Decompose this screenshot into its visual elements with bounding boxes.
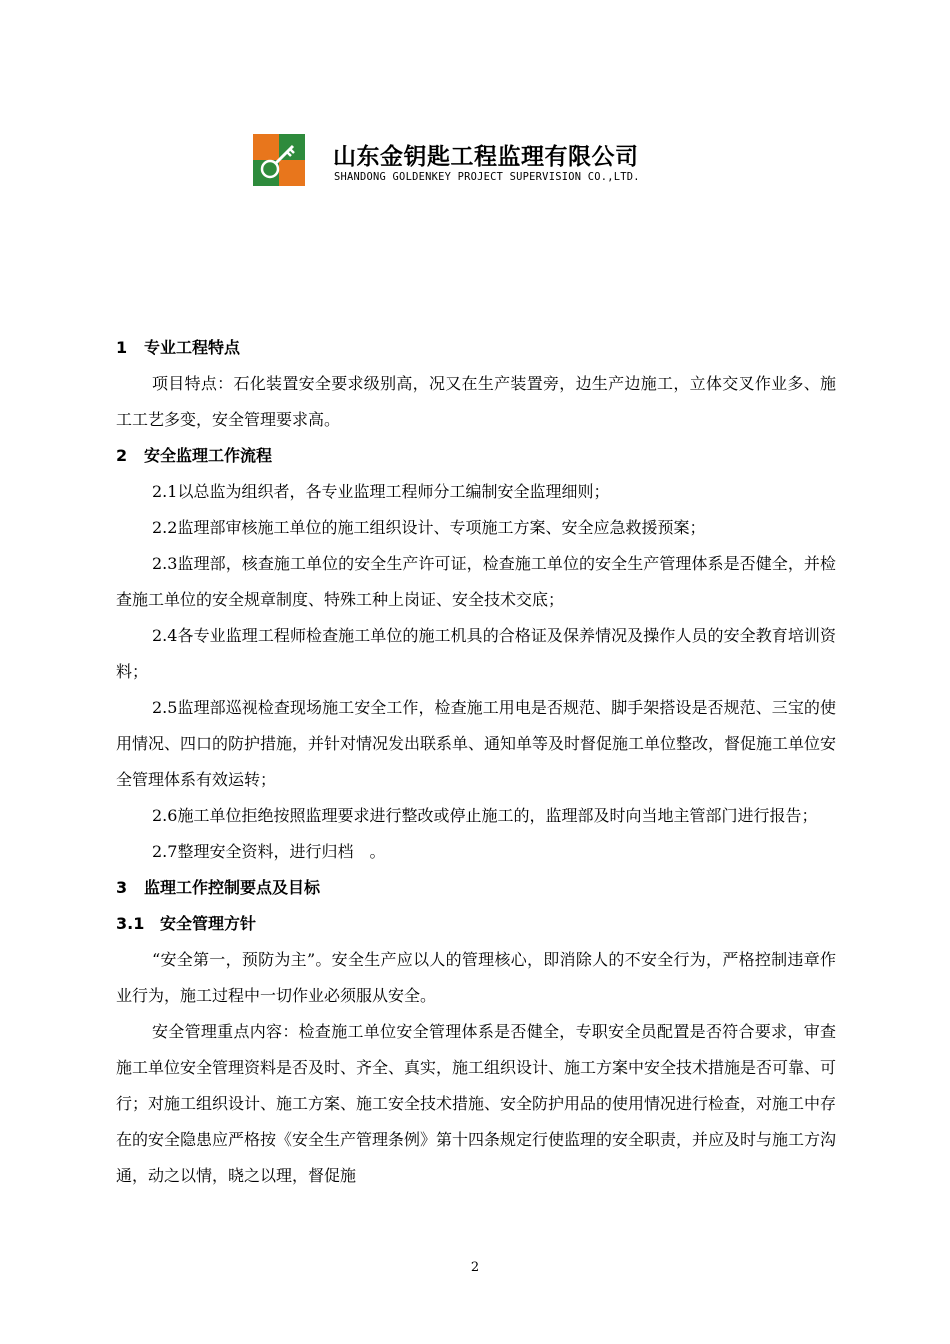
section-heading-3 — [116, 870, 836, 906]
section-heading-3-1 — [116, 906, 836, 942]
list-item: 2.7整理安全资料，进行归档 。 — [152, 842, 386, 861]
list-item: 2.6施工单位拒绝按照监理要求进行整改或停止施工的，监理部及时向当地主管部门进行报告； — [152, 806, 818, 825]
section-number: 2 — [116, 446, 128, 465]
list-item: 2.1以总监为组织者，各专业监理工程师分工编制安全监理细则； — [152, 482, 610, 501]
list-item: 2.5监理部巡视检查现场施工安全工作，检查施工用电是否规范、脚手架搭设是否规范、三宝的使用情况、四口的防护措施，并针对情况发出联系单、通知单等及时督促施工单位整改，督促施工单位安全管理体系有效运转； — [116, 698, 837, 789]
page-number: 2 — [470, 1260, 480, 1275]
list-item: 2.3监理部，核查施工单位的安全生产许可证，检查施工单位的安全生产管理体系是否健全，并检查施工单位的安全规章制度、特殊工种上岗证、安全技术交底； — [116, 554, 836, 609]
list-item: 2.2监理部审核施工单位的施工组织设计、专项施工方案、安全应急救援预案； — [152, 518, 706, 537]
company-logo-icon — [253, 134, 305, 186]
document-body — [116, 330, 836, 1194]
section-title: 安全监理工作流程 — [144, 446, 273, 465]
company-name-cn: 山东金钥匙工程监理有限公司 — [333, 144, 639, 170]
section-title: 专业工程特点 — [144, 338, 241, 357]
section-heading-2 — [116, 438, 836, 474]
section-title: 监理工作控制要点及目标 — [144, 878, 321, 897]
section-title: 安全管理方针 — [160, 914, 257, 933]
company-name-en: SHANDONG GOLDENKEY PROJECT SUPERVISION CO.,LTD. — [334, 171, 640, 183]
section-number: 3 — [116, 878, 128, 897]
section-number: 1 — [116, 338, 128, 357]
list-item: 2.4各专业监理工程师检查施工单位的施工机具的合格证及保养情况及操作人员的安全教育培训资料； — [116, 626, 836, 681]
section-heading-1 — [116, 330, 836, 366]
paragraph: 安全管理重点内容：检查施工单位安全管理体系是否健全，专职安全员配置是否符合要求，审查施工单位安全管理资料是否及时、齐全、真实，施工组织设计、施工方案中安全技术措施是否可靠、可行；对施工组织设计、施工方案、施工安全技术措施、安全防护用品的使用情况进行检查，对施工中存在的安全隐患应严格按《安全生产管理条例》第十四条规定行使监理的安全职责，并应及时与施工方沟通，动之以情，晓之以理，督促施 — [116, 1022, 837, 1185]
section-number: 3.1 — [116, 914, 145, 933]
paragraph: “安全第一，预防为主”。安全生产应以人的管理核心，即消除人的不安全行为，严格控制违章作业行为，施工过程中一切作业必须服从安全。 — [116, 950, 836, 1005]
paragraph: 项目特点：石化装置安全要求级别高，况又在生产装置旁，边生产边施工，立体交叉作业多、施工工艺多变，安全管理要求高。 — [116, 374, 836, 429]
letterhead — [253, 134, 693, 188]
